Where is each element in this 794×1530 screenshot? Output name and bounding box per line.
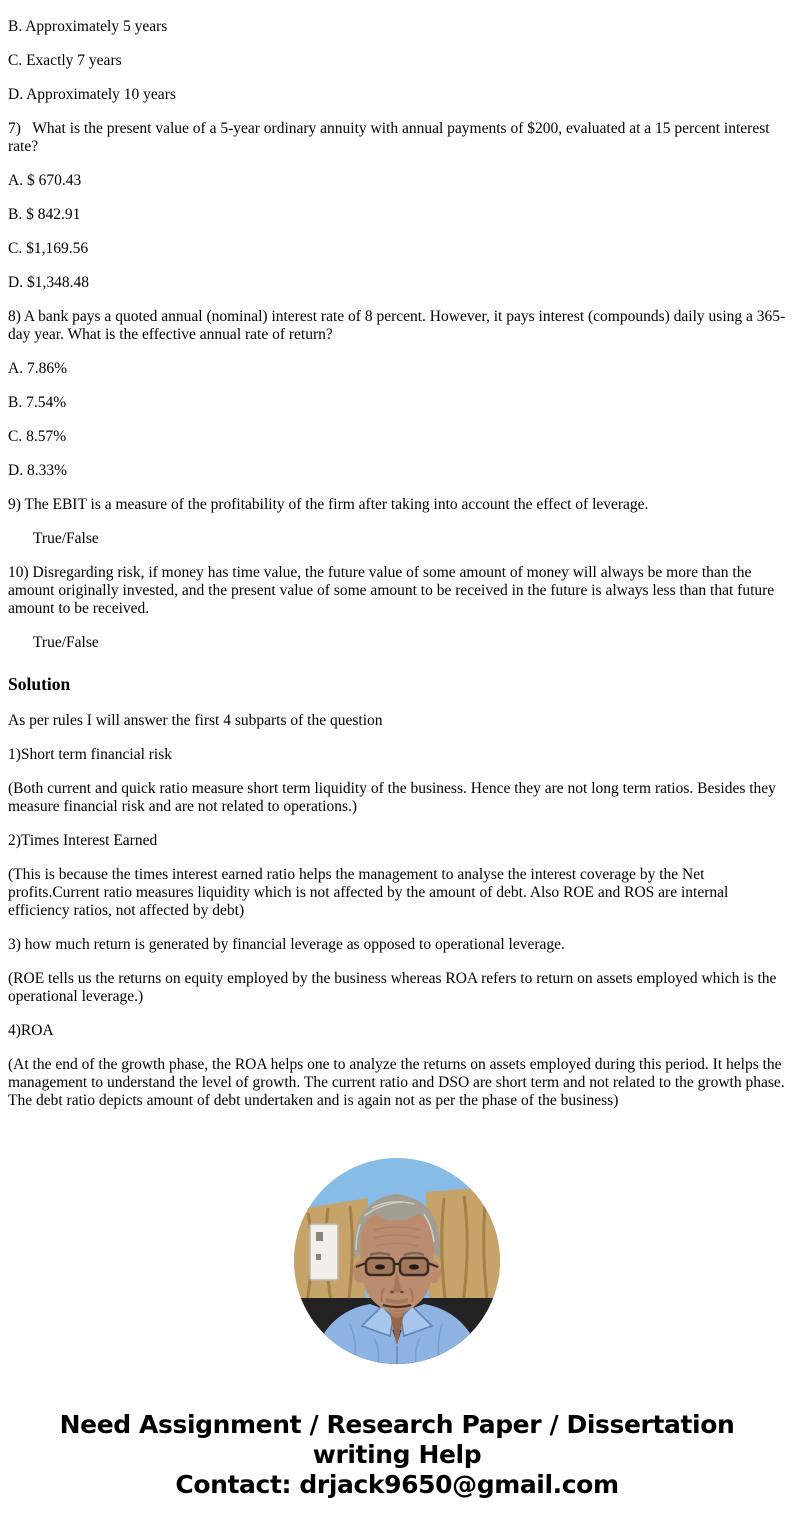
true-false-option: True/False bbox=[33, 634, 99, 651]
question-9-text: 9) The EBIT is a measure of the profitability of the firm after taking into account the effect of leverage. bbox=[8, 496, 649, 513]
answer-option: D. 8.33% bbox=[8, 462, 67, 479]
true-false-option: True/False bbox=[33, 530, 99, 547]
answer-option: B. 7.54% bbox=[8, 394, 67, 411]
solution-answer-1: 1)Short term financial risk bbox=[8, 746, 172, 763]
solution-explanation-3: (ROE tells us the returns on equity employed by the business whereas ROA refers to return on assets employed which is the operational leverage.) bbox=[8, 970, 781, 1005]
solution-answer-2: 2)Times Interest Earned bbox=[8, 832, 158, 849]
solution-answer-4: 4)ROA bbox=[8, 1022, 54, 1039]
answer-option: C. $1,169.56 bbox=[8, 240, 89, 257]
answer-option: C. Exactly 7 years bbox=[8, 52, 122, 69]
answer-option: D. $1,348.48 bbox=[8, 274, 89, 291]
footer-contact-email: Contact: drjack9650@gmail.com bbox=[175, 1470, 619, 1499]
question-7-text: 7) What is the present value of a 5-year ordinary annuity with annual payments of $200, evaluated at a 15 percent interest rate? bbox=[8, 120, 774, 155]
solution-answer-3: 3) how much return is generated by financial leverage as opposed to operational leverage. bbox=[8, 936, 565, 953]
answer-option: D. Approximately 10 years bbox=[8, 86, 176, 103]
profile-photo bbox=[8, 1158, 786, 1364]
footer-line-1: Need Assignment / Research Paper / Dissertation bbox=[59, 1410, 735, 1439]
solution-explanation-2: (This is because the times interest earned ratio helps the management to analyse the interest coverage by the Net profits.Current ratio measures liquidity which is not affected by the amount of debt. Also ROE and ROS are internal efficiency ratios, not affected by debt) bbox=[8, 866, 733, 919]
footer-banner bbox=[8, 1410, 786, 1530]
question-8-text: 8) A bank pays a quoted annual (nominal) interest rate of 8 percent. However, it pays interest (compounds) daily using a 365-day year. What is the effective annual rate of return? bbox=[8, 308, 786, 343]
solution-heading: Solution bbox=[8, 674, 71, 694]
answer-option: A. $ 670.43 bbox=[8, 172, 82, 189]
question-10-text: 10) Disregarding risk, if money has time value, the future value of some amount of money will always be more than the amount originally invested, and the present value of some amount to be received in the future is always less than that future amount to be received. bbox=[8, 564, 779, 617]
solution-explanation-1: (Both current and quick ratio measure short term liquidity of the business. Hence they are not long term ratios. Besides they measure financial risk and are not related to operations.) bbox=[8, 780, 780, 815]
portrait-illustration bbox=[294, 1158, 500, 1364]
answer-option: A. 7.86% bbox=[8, 360, 67, 377]
solution-intro: As per rules I will answer the first 4 subparts of the question bbox=[8, 712, 383, 729]
answer-option: B. $ 842.91 bbox=[8, 206, 81, 223]
answer-option: C. 8.57% bbox=[8, 428, 67, 445]
footer-line-2: writing Help bbox=[312, 1440, 482, 1469]
solution-explanation-4: (At the end of the growth phase, the ROA helps one to analyze the returns on assets employed during this period. It helps the management to understand the level of growth. The current ratio and DSO are short term and not related to the growth phase. The debt ratio depicts amount of debt undertaken and is again not as per the phase of the business) bbox=[8, 1056, 789, 1109]
answer-option: B. Approximately 5 years bbox=[8, 18, 168, 35]
